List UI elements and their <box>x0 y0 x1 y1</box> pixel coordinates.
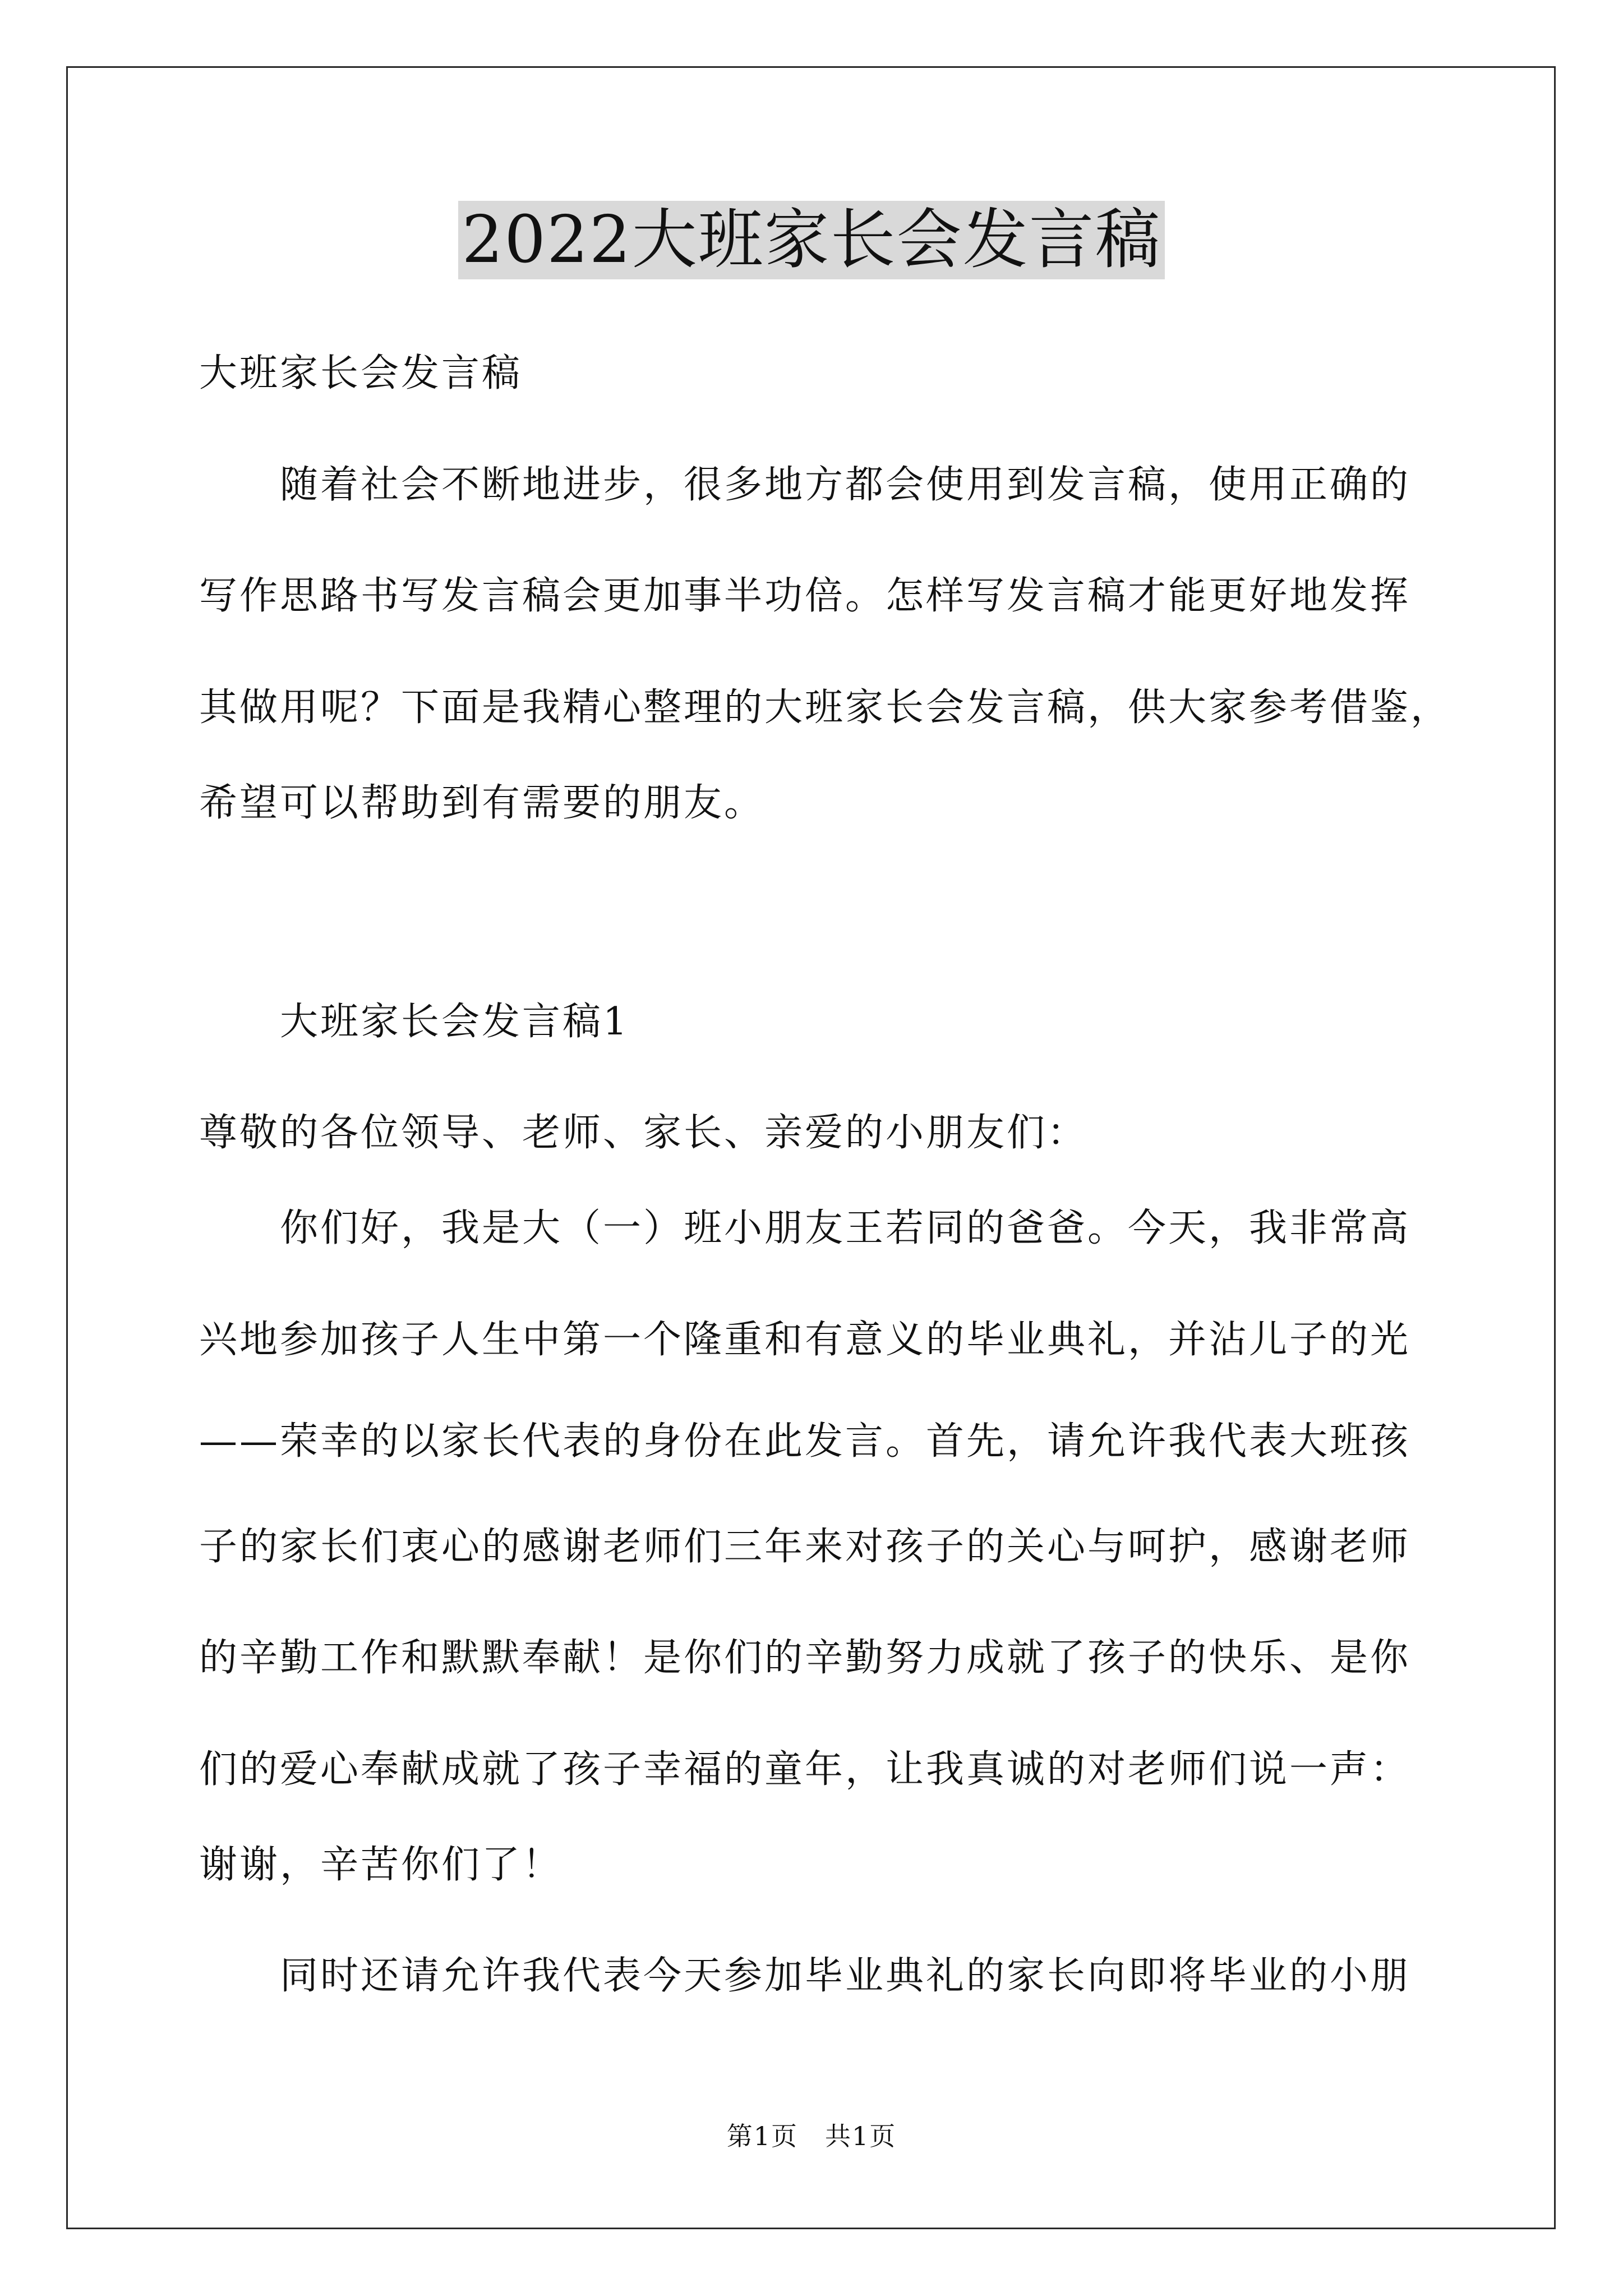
page-number-footer: 第1页 共1页 <box>726 2121 897 2151</box>
paragraph-line: 希望可以帮助到有需要的朋友。 <box>199 781 765 825</box>
section-heading: 大班家长会发言稿1 <box>199 1000 630 1044</box>
title-container <box>0 201 1623 279</box>
paragraph-line: 同时还请允许我代表今天参加毕业典礼的家长向即将毕业的小朋 <box>199 1954 1411 1998</box>
paragraph-line: 们的爱心奉献成就了孩子幸福的童年，让我真诚的对老师们说一声： <box>199 1747 1411 1792</box>
paragraph-line: 随着社会不断地进步，很多地方都会使用到发言稿，使用正确的 <box>199 463 1411 507</box>
paragraph-line: 你们好，我是大（一）班小朋友王若同的爸爸。今天，我非常高 <box>199 1206 1411 1250</box>
paragraph-line: ——荣幸的以家长代表的身份在此发言。首先，请允许我代表大班孩 <box>199 1419 1411 1464</box>
salutation-line: 尊敬的各位领导、老师、家长、亲爱的小朋友们： <box>199 1111 1088 1155</box>
document-title: 2022大班家长会发言稿 <box>458 201 1164 279</box>
paragraph-line: 子的家长们衷心的感谢老师们三年来对孩子的关心与呵护，感谢老师 <box>199 1525 1411 1569</box>
paragraph-line: 写作思路书写发言稿会更加事半功倍。怎样写发言稿才能更好地发挥 <box>199 574 1411 618</box>
paragraph-line: 谢谢，辛苦你们了！ <box>199 1843 563 1887</box>
paragraph-line: 其做用呢？下面是我精心整理的大班家长会发言稿，供大家参考借鉴， <box>199 685 1451 730</box>
paragraph-line: 的辛勤工作和默默奉献！是你们的辛勤努力成就了孩子的快乐、是你 <box>199 1636 1411 1680</box>
subtitle-line: 大班家长会发言稿 <box>199 351 523 395</box>
paragraph-line: 兴地参加孩子人生中第一个隆重和有意义的毕业典礼，并沾儿子的光 <box>199 1318 1411 1362</box>
